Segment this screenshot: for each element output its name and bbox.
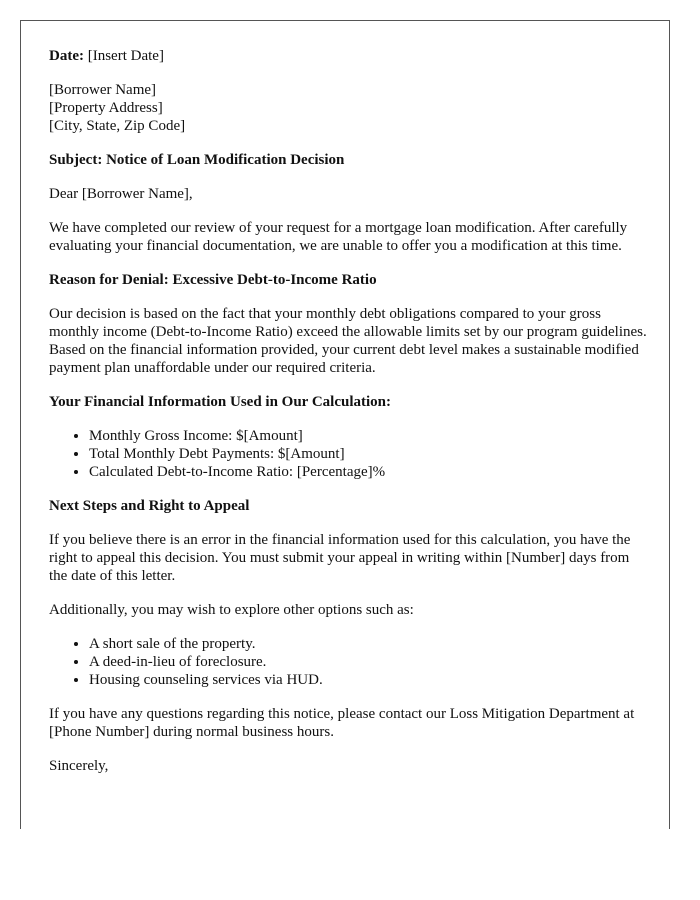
financial-heading: Your Financial Information Used in Our Calculation:: [49, 394, 391, 410]
intro-paragraph: We have completed our review of your request for a mortgage loan modification. After carefully evaluating your financial documentation, we are unable to offer you a modification at this time.: [49, 220, 628, 254]
options-list: [49, 635, 649, 689]
option-item-deed-in-lieu: • A deed-in-lieu of foreclosure.: [89, 653, 649, 671]
recipient-block: [49, 81, 649, 135]
financial-item-dti-ratio: • Calculated Debt-to-Income Ratio: [Percentage]%: [89, 463, 649, 481]
reason-heading: Reason for Denial: Excessive Debt-to-Income Ratio: [49, 272, 377, 288]
date-label: Date:: [49, 48, 84, 64]
date-line: [49, 47, 649, 65]
option-item-short-sale: • A short sale of the property.: [89, 635, 649, 653]
financial-item-debt-payments: • Total Monthly Debt Payments: $[Amount]: [89, 445, 649, 463]
letter-document: [20, 20, 670, 829]
date-value: [Insert Date]: [87, 48, 164, 64]
recipient-city-state-zip: [City, State, Zip Code]: [49, 118, 186, 134]
closing: Sincerely,: [49, 758, 109, 774]
option-item-housing-counseling: • Housing counseling services via HUD.: [89, 671, 649, 689]
contact-paragraph: If you have any questions regarding this notice, please contact our Loss Mitigation Department at [Phone Number] during normal business hours.: [49, 706, 635, 740]
next-steps-heading: Next Steps and Right to Appeal: [49, 498, 250, 514]
reason-paragraph: Our decision is based on the fact that your monthly debt obligations compared to your gross monthly income (Debt-to-Income Ratio) exceed the allowable limits set by our program guidelines. Based on the financial information provided, your current debt level makes a sustainable modified payment plan unaffordable under our required criteria.: [49, 306, 647, 376]
financial-list: [49, 427, 649, 481]
financial-item-gross-income: • Monthly Gross Income: $[Amount]: [89, 427, 649, 445]
appeal-paragraph: If you believe there is an error in the financial information used for this calculation, you have the right to appeal this decision. You must submit your appeal in writing within [Number] days from the date of this letter.: [49, 532, 631, 584]
salutation: Dear [Borrower Name],: [49, 186, 193, 202]
subject-line: Subject: Notice of Loan Modification Decision: [49, 152, 345, 168]
recipient-address: [Property Address]: [49, 100, 163, 116]
recipient-name: [Borrower Name]: [49, 82, 157, 98]
options-intro: Additionally, you may wish to explore other options such as:: [49, 602, 414, 618]
